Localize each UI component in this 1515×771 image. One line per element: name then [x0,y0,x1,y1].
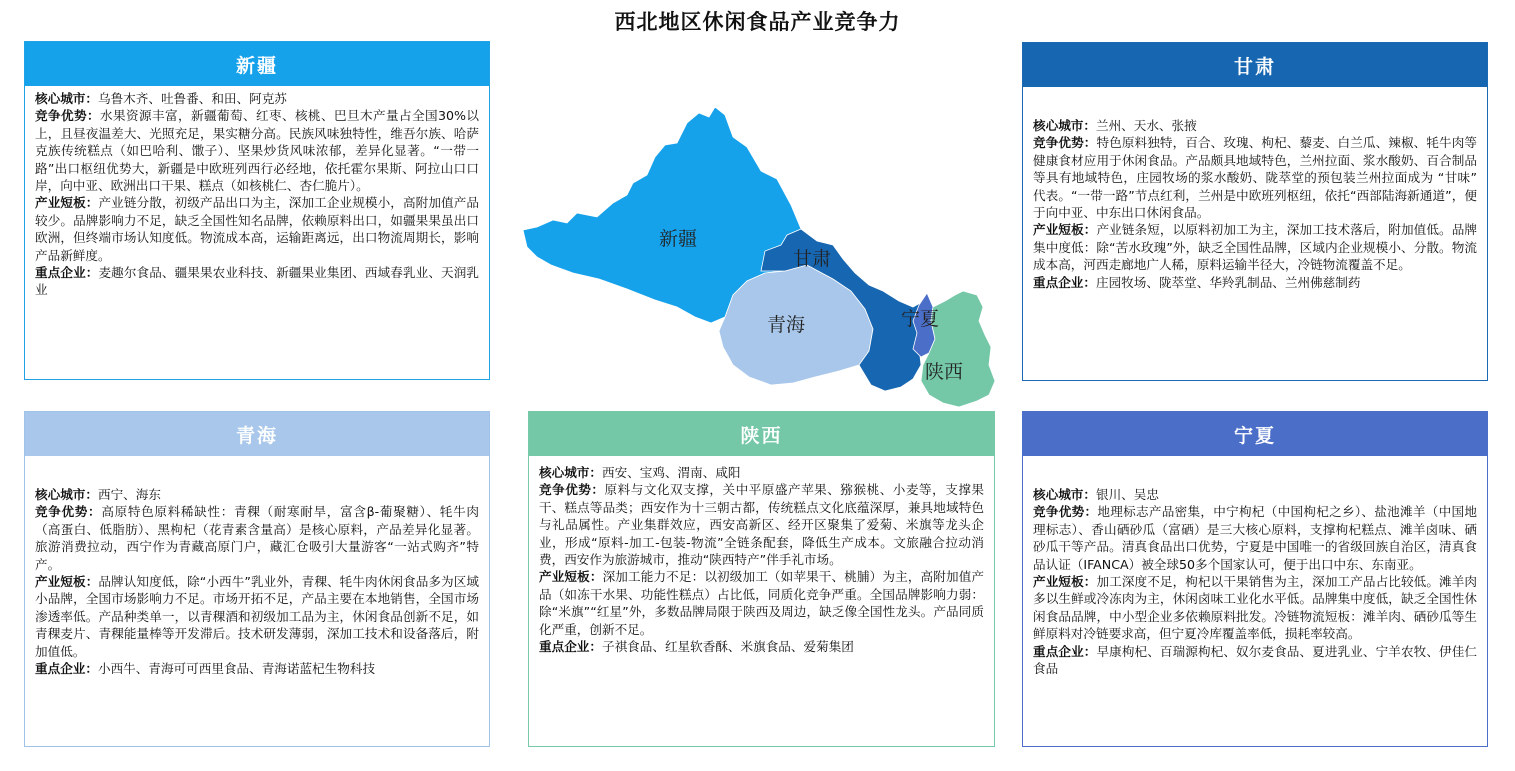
weakness-value: 加工深度不足，枸杞以干果销售为主，深加工产品占比较低。滩羊肉多以生鲜或冷冻肉为主，休闲卤味工业化水平低。品牌集中度低，缺乏全国性休闲食品品牌，中小型企业多依赖原料批发。冷链物流短板：滩羊肉、硒砂瓜等生鲜原料对冷链要求高，但宁夏冷库覆盖率低，损耗率较高。 [1033,574,1478,642]
region-card-ningxia [1022,411,1488,747]
advantage [35,107,479,194]
weakness-value: 产业链分散，初级产品出口为主，深加工企业规模小，高附加值产品较少。品牌影响力不足，缺乏全国性知名品牌，依赖原料出口，如疆果果虽出口欧洲，但终端市场认知度低。物流成本高，运输距离远，出口物流周期长，影响产品新鲜度。 [35,195,480,263]
core-cities-label: 核心城市： [1033,118,1096,133]
weakness-label: 产业短板： [35,574,99,590]
advantage-label: 竞争优势： [35,504,102,520]
region-card-title: 新疆 [25,42,489,86]
advantage-label: 竞争优势： [35,108,100,124]
weakness-label: 产业短板： [1033,574,1097,590]
region-card-gansu [1022,42,1488,381]
advantage-label: 竞争优势： [539,482,605,498]
page-title: 西北地区休闲食品产业竞争力 [614,9,901,34]
region-card-title: 陕西 [529,412,994,456]
companies [1033,643,1477,678]
companies-label: 重点企业： [1033,274,1096,290]
advantage-value: 地理标志产品密集，中宁枸杞（中国枸杞之乡）、盐池滩羊（中国地理标志）、香山硒砂瓜（富硒）是三大核心原料，支撑枸杞糕点、滩羊卤味、硒砂瓜干等产品。清真食品出口优势，宁夏是中国唯一的省级回族自治区，清真食品认证（IFANCA）被全球50多个国家认可，便于出口中东、东南亚。 [1033,504,1478,572]
core-cities-label: 核心城市： [35,91,98,106]
core-cities-value: 兰州、天水、张掖 [1095,118,1197,133]
companies [539,638,984,655]
region-card-title: 甘肃 [1023,43,1487,87]
advantage [1033,134,1477,221]
northwest-region-map [515,95,1005,410]
core-cities-label: 核心城市： [539,465,602,480]
map-label-shaanxi: 陕西 [925,361,964,383]
region-card-title: 青海 [25,412,489,456]
companies-value: 庄园牧场、陇萃堂、华羚乳制品、兰州佛慈制药 [1095,274,1361,290]
companies [35,264,479,299]
advantage-label: 竞争优势： [1033,504,1098,520]
companies-label: 重点企业： [35,265,99,281]
weakness-value: 品牌认知度低，除“小西牛”乳业外，青稞、牦牛肉休闲食品多为区域小品牌，全国市场影响力不足。市场开拓不足，产品主要在本地销售，全国市场渗透率低。产品种类单一，以青稞酒和初级加工品为主，休闲食品创新不足，如青稞麦片、青稞能量棒等开发滞后。技术研发薄弱，深加工技术和设备落后，附加值低。 [35,574,479,659]
region-card-body [25,86,489,299]
advantage [1033,503,1477,573]
core-cities-value: 银川、吴忠 [1095,487,1159,502]
weakness [1033,221,1477,273]
companies-label: 重点企业： [1033,643,1097,659]
companies-value: 早康枸杞、百瑞源枸杞、奴尔麦食品、夏进乳业、宁羊农牧、伊佳仁食品 [1033,643,1478,677]
region-card-body [529,456,994,655]
core-cities [539,464,984,481]
companies [1033,274,1477,291]
map-label-xinjiang: 新疆 [659,228,698,250]
companies-value: 小西牛、青海可可西里食品、青海诺蓝杞生物科技 [97,661,376,677]
companies-value: 子祺食品、红星软香酥、米旗食品、爱菊集团 [601,639,854,655]
companies-label: 重点企业： [35,661,98,677]
advantage [35,503,479,573]
region-card-qinghai [24,411,490,747]
companies-value: 麦趣尔食品、疆果果农业科技、新疆果业集团、西域春乳业、天润乳业 [35,265,480,298]
core-cities-value: 乌鲁木齐、吐鲁番、和田、阿克苏 [97,91,287,106]
core-cities-label: 核心城市： [35,487,98,502]
core-cities-value: 西宁、海东 [97,487,161,502]
core-cities [1033,486,1477,503]
core-cities [35,486,479,503]
companies [35,660,479,677]
region-card-body [1023,456,1487,677]
weakness [35,573,479,660]
region-card-title: 宁夏 [1023,412,1487,456]
weakness-value: 产业链条短，以原料初加工为主，深加工技术落后，附加值低。品牌集中度低：除“苦水玫瑰”外，缺乏全国性品牌，区域内企业规模小、分散。物流成本高，河西走廊地广人稀，原料运输半径大，冷链物流覆盖不足。 [1033,222,1478,273]
weakness [35,194,479,264]
map-label-ningxia: 宁夏 [901,308,940,330]
core-cities-label: 核心城市： [1033,487,1096,502]
region-card-body [25,456,489,677]
advantage-value: 水果资源丰富，新疆葡萄、红枣、核桃、巴旦木产量占全国30%以上，且昼夜温差大、光照充足，果实糖分高。民族风味独特性，维吾尔族、哈萨克族传统糕点（如巴哈利、馓子）、坚果炒货风味浓郁，差异化显著。“一带一路”出口枢纽优势大，新疆是中欧班列西行必经地，依托霍尔果斯、阿拉山口口岸，向中亚、欧洲出口干果、糕点（如核桃仁、杏仁脆片）。 [35,108,479,194]
advantage [539,481,984,568]
advantage-value: 高原特色原料稀缺性：青稞（耐寒耐旱，富含β-葡聚糖）、牦牛肉（高蛋白、低脂肪）、黑枸杞（花青素含量高）是核心原料，产品差异化显著。旅游消费拉动，西宁作为青藏高原门户，藏汇仓吸引大量游客“一站式购齐”特产。 [35,504,479,572]
region-card-xinjiang [24,41,490,380]
weakness-label: 产业短板： [1033,222,1097,238]
region-card-body [1023,87,1487,291]
map-label-gansu: 甘肃 [793,248,832,270]
weakness-value: 深加工能力不足：以初级加工（如苹果干、桃脯）为主，高附加值产品（如冻干水果、功能性糕点）占比低，同质化竞争严重。全国品牌影响力弱：除“米旗”“红星”外，多数品牌局限于陕西及周边，缺乏像全国性龙头。产品同质化严重，创新不足。 [539,569,985,637]
map-label-qinghai: 青海 [767,314,806,336]
weakness [1033,573,1477,643]
weakness [539,568,984,638]
core-cities-value: 西安、宝鸡、渭南、咸阳 [601,465,741,480]
region-card-shaanxi [528,411,995,747]
core-cities [35,90,479,107]
weakness-label: 产业短板： [539,569,603,585]
core-cities [1033,117,1477,134]
advantage-value: 原料与文化双支撑，关中平原盛产苹果、猕猴桃、小麦等，支撑果干、糕点等品类；西安作为十三朝古都，传统糕点文化底蕴深厚，兼具地域特色与礼品属性。产业集群效应，西安高新区、经开区聚集了爱菊、米旗等龙头企业，形成“原料-加工-包装-物流”全链条配套，降低生产成本。文旅融合拉动消费，西安作为旅游城市，推动“陕西特产”伴手礼市场。 [539,482,985,568]
advantage-label: 竞争优势： [1033,135,1097,151]
advantage-value: 特色原料独特，百合、玫瑰、枸杞、藜麦、白兰瓜、辣椒、牦牛肉等健康食材应用于休闲食品。产品颇具地域特色，兰州拉面、浆水酸奶、百合制品等具有地域特色，庄园牧场的浆水酸奶、陇萃堂的预包装兰州拉面成为 “甘味” 代表。“一带一路”节点红利，兰州是中欧班列枢纽，依托“西部陆海新通道”，便于向中亚、中东出口休闲食品。 [1033,135,1478,221]
weakness-label: 产业短板： [35,195,99,211]
companies-label: 重点企业： [539,639,602,655]
